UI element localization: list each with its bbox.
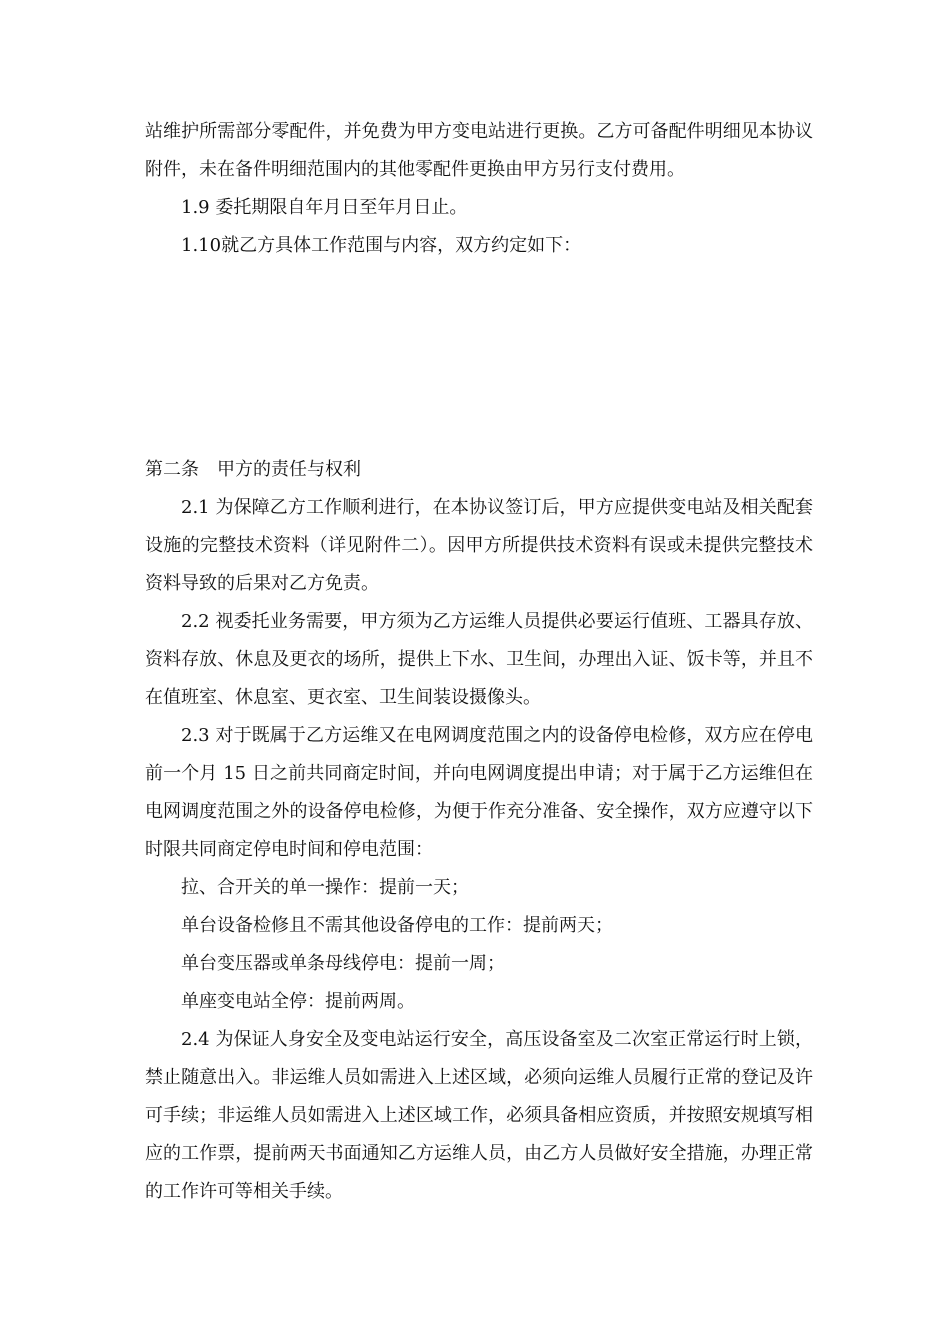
list-item: 拉、合开关的单一操作：提前一天； <box>181 877 469 898</box>
section-heading-2: 第二条 甲方的责任与权利 <box>145 459 361 480</box>
paragraph-2-2: 2.2 视委托业务需要，甲方须为乙方运维人员提供必要运行值班、工器具存放、资料存放、休息及更衣的场所，提供上下水、卫生间，办理出入证、饭卡等，并且不在值班室、休息室、更衣室、卫生间装设摄像头。 <box>145 611 813 708</box>
paragraph-1-10: 1.10就乙方具体工作范围与内容，双方约定如下： <box>181 235 582 256</box>
paragraph-1-8-continued: 站维护所需部分零配件，并免费为甲方变电站进行更换。乙方可备配件明细见本协议附件，未在备件明细范围内的其他零配件更换由甲方另行支付费用。 <box>145 121 813 180</box>
paragraph-1-9: 1.9 委托期限自年月日至年月日止。 <box>181 197 468 218</box>
paragraph-2-3: 2.3 对于既属于乙方运维又在电网调度范围之内的设备停电检修，双方应在停电前一个月 15 日之前共同商定时间，并向电网调度提出申请；对于属于乙方运维但在电网调度范围之外的设备停电检修，为便于作充分准备、安全操作，双方应遵守以下时限共同商定停电时间和停电范围： <box>145 725 813 860</box>
list-item: 单台设备检修且不需其他设备停电的工作：提前两天； <box>181 915 613 936</box>
paragraph-2-1: 2.1 为保障乙方工作顺利进行，在本协议签订后，甲方应提供变电站及相关配套设施的完整技术资料（详见附件二）。因甲方所提供技术资料有误或未提供完整技术资料导致的后果对乙方免责。 <box>145 497 813 594</box>
list-item: 单座变电站全停：提前两周。 <box>181 991 415 1012</box>
list-item: 单台变压器或单条母线停电：提前一周； <box>181 953 505 974</box>
paragraph-2-4: 2.4 为保证人身安全及变电站运行安全，高压设备室及二次室正常运行时上锁，禁止随意出入。非运维人员如需进入上述区域，必须向运维人员履行正常的登记及许可手续；非运维人员如需进入上述区域工作，必须具备相应资质，并按照安规填写相应的工作票，提前两天书面通知乙方运维人员，由乙方人员做好安全措施，办理正常的工作许可等相关手续。 <box>145 1029 813 1202</box>
